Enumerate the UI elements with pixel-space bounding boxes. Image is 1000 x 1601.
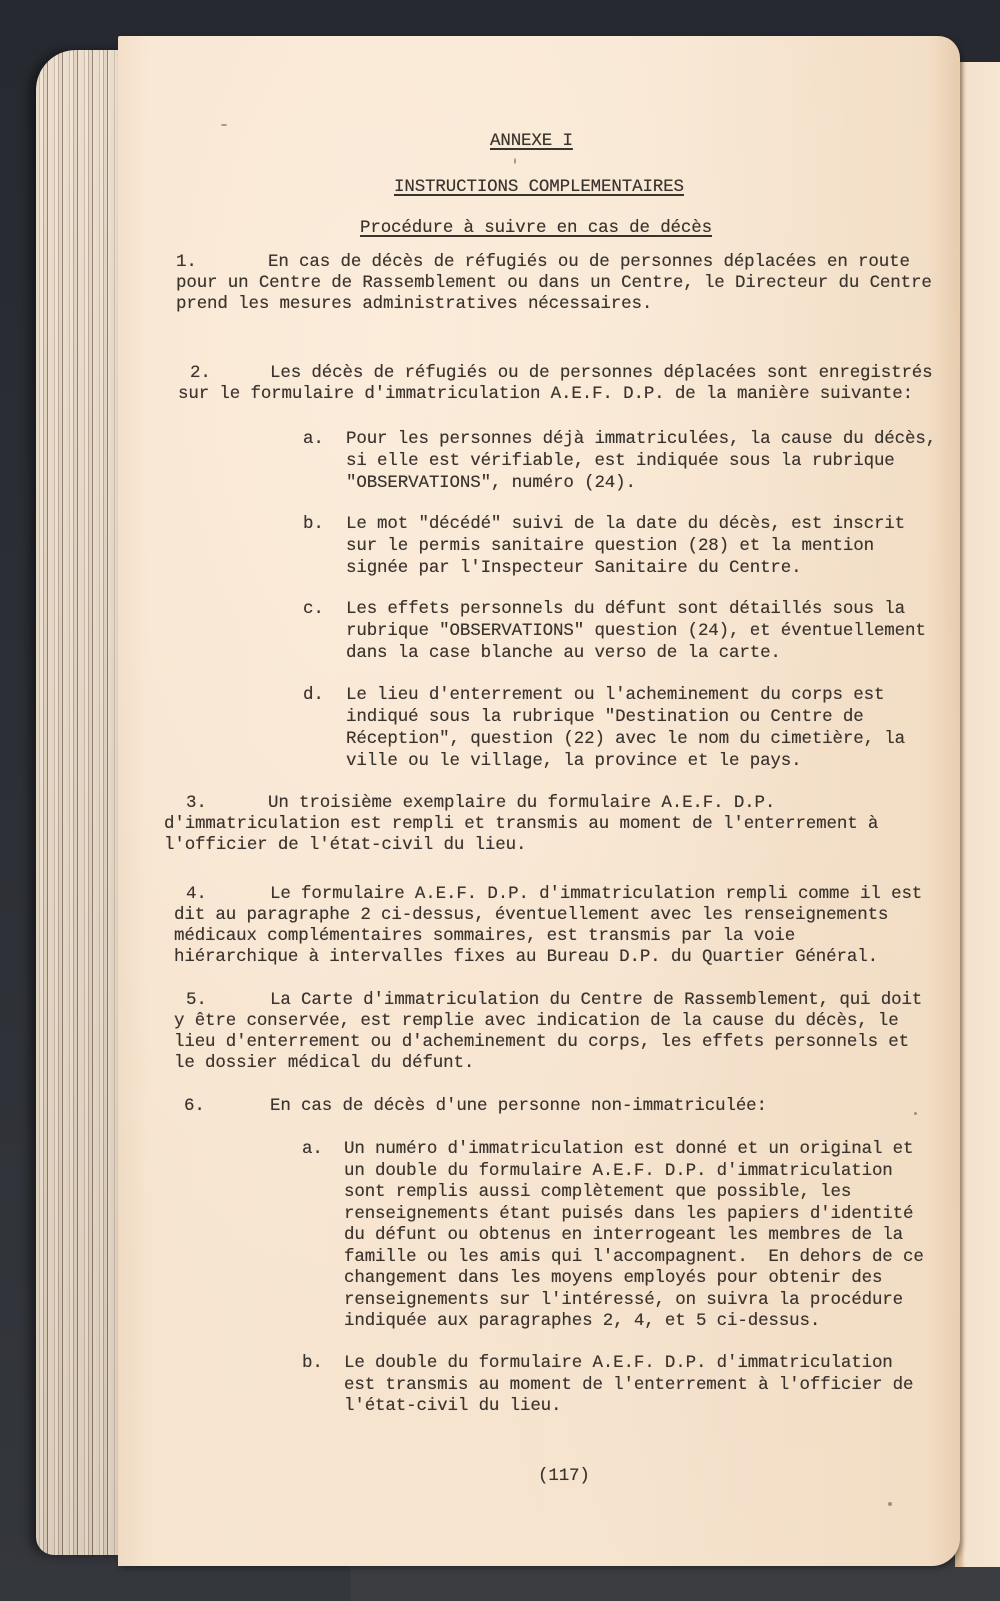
paragraph-line: hiérarchique à intervalles fixes au Bureau D.P. du Quartier Général. bbox=[174, 947, 878, 967]
item-line: rubrique "OBSERVATIONS" question (24), et éventuellement bbox=[346, 621, 926, 641]
paper-speck bbox=[514, 158, 516, 164]
paper-speck bbox=[888, 1502, 892, 1506]
item-line: sur le permis sanitaire question (28) et la mention bbox=[346, 536, 874, 556]
paragraph-line: La Carte d'immatriculation du Centre de Rassemblement, qui doit bbox=[270, 990, 923, 1010]
item-line: indiquée aux paragraphes 2, 4, et 5 ci-dessus. bbox=[344, 1311, 821, 1331]
item-letter: d. bbox=[303, 685, 324, 705]
paragraph-number: 4. bbox=[186, 884, 207, 904]
item-line: Pour les personnes déjà immatriculées, la cause du décès, bbox=[346, 429, 937, 449]
paragraph-line: pour un Centre de Rassemblement ou dans un Centre, le Directeur du Centre bbox=[176, 273, 932, 293]
item-line: Les effets personnels du défunt sont détaillés sous la bbox=[346, 599, 905, 619]
item-line: renseignements sur l'intéressé, on suivra la procédure bbox=[344, 1289, 903, 1310]
paragraph-line: dit au paragraphe 2 ci-dessus, éventuellement avec les renseignements bbox=[174, 905, 889, 925]
item-line: Réception", question (22) avec le nom du cimetière, la bbox=[346, 729, 905, 749]
paragraph-line: le dossier médical du défunt. bbox=[174, 1053, 475, 1073]
item-line: famille ou les amis qui l'accompagnent. En dehors de ce bbox=[344, 1246, 924, 1267]
item-line: renseignements étant puisés dans les papiers d'identité bbox=[344, 1203, 914, 1224]
annex-title: ANNEXE I bbox=[490, 131, 573, 151]
page-number: (117) bbox=[538, 1466, 590, 1486]
paragraph-number: 6. bbox=[184, 1096, 205, 1116]
paragraph-line: Un troisième exemplaire du formulaire A.E.F. D.P. bbox=[268, 793, 776, 813]
book-page bbox=[118, 36, 960, 1566]
paper-speck bbox=[914, 1112, 917, 1115]
paragraph-line: Les décès de réfugiés ou de personnes déplacées sont enregistrés bbox=[270, 363, 933, 383]
subtitle: Procédure à suivre en cas de décès bbox=[360, 218, 712, 238]
paragraph-number: 1. bbox=[176, 252, 197, 272]
item-letter: a. bbox=[303, 429, 324, 449]
item-line: un double du formulaire A.E.F. D.P. d'immatriculation bbox=[344, 1160, 893, 1181]
book-page-edges bbox=[36, 50, 126, 1555]
next-page-edge bbox=[955, 62, 1000, 1567]
item-line: changement dans les moyens employés pour obtenir des bbox=[344, 1268, 883, 1288]
item-line: si elle est vérifiable, est indiquée sous la rubrique bbox=[346, 451, 895, 471]
paragraph-number: 2. bbox=[190, 363, 211, 383]
paragraph-line: y être conservée, est remplie avec indication de la cause du décès, le bbox=[174, 1011, 899, 1031]
paragraph-line: lieu d'enterrement ou d'acheminement du corps, les effets personnels et bbox=[174, 1032, 909, 1052]
item-letter: c. bbox=[303, 599, 324, 619]
paragraph-line: En cas de décès de réfugiés ou de personnes déplacées en route bbox=[268, 252, 910, 272]
item-line: du défunt ou obtenus en interrogeant les membres de la bbox=[344, 1225, 903, 1245]
paragraph-line: médicaux complémentaires sommaires, est transmis par la voie bbox=[174, 926, 796, 946]
item-letter: b. bbox=[303, 514, 324, 534]
item-letter: a. bbox=[302, 1139, 323, 1159]
paper-speck bbox=[221, 124, 227, 126]
background-surface-lower bbox=[350, 1560, 1000, 1601]
item-line: Le mot "décédé" suivi de la date du décès, est inscrit bbox=[346, 514, 905, 534]
item-line: l'état-civil du lieu. bbox=[344, 1396, 562, 1416]
item-line: dans la case blanche au verso de la carte. bbox=[346, 643, 781, 663]
item-line: ville ou le village, la province et le pays. bbox=[346, 751, 802, 771]
section-title: INSTRUCTIONS COMPLEMENTAIRES bbox=[394, 177, 684, 197]
item-line: Un numéro d'immatriculation est donné et un original et bbox=[344, 1139, 914, 1159]
paragraph-line: d'immatriculation est rempli et transmis au moment de l'enterrement à bbox=[164, 814, 879, 834]
paragraph-number: 3. bbox=[186, 793, 207, 813]
paragraph-line: sur le formulaire d'immatriculation A.E.F. D.P. de la manière suivante: bbox=[178, 384, 913, 404]
paragraph-number: 5. bbox=[186, 990, 207, 1010]
paragraph-line: prend les mesures administratives nécessaires. bbox=[176, 294, 653, 314]
item-line: sont remplis aussi complètement que possible, les bbox=[344, 1182, 852, 1202]
paragraph-line: l'officier de l'état-civil du lieu. bbox=[164, 835, 527, 855]
paragraph-line: En cas de décès d'une personne non-immatriculée: bbox=[270, 1096, 767, 1116]
item-letter: b. bbox=[302, 1353, 323, 1373]
item-line: est transmis au moment de l'enterrement à l'officier de bbox=[344, 1374, 914, 1395]
paragraph-line: Le formulaire A.E.F. D.P. d'immatriculation rempli comme il est bbox=[270, 884, 923, 904]
item-line: Le double du formulaire A.E.F. D.P. d'immatriculation bbox=[344, 1353, 893, 1373]
item-line: Le lieu d'enterrement ou l'acheminement du corps est bbox=[346, 685, 885, 705]
item-line: "OBSERVATIONS", numéro (24). bbox=[346, 473, 636, 493]
item-line: signée par l'Inspecteur Sanitaire du Centre. bbox=[346, 558, 802, 578]
item-line: indiqué sous la rubrique "Destination ou Centre de bbox=[346, 707, 864, 727]
